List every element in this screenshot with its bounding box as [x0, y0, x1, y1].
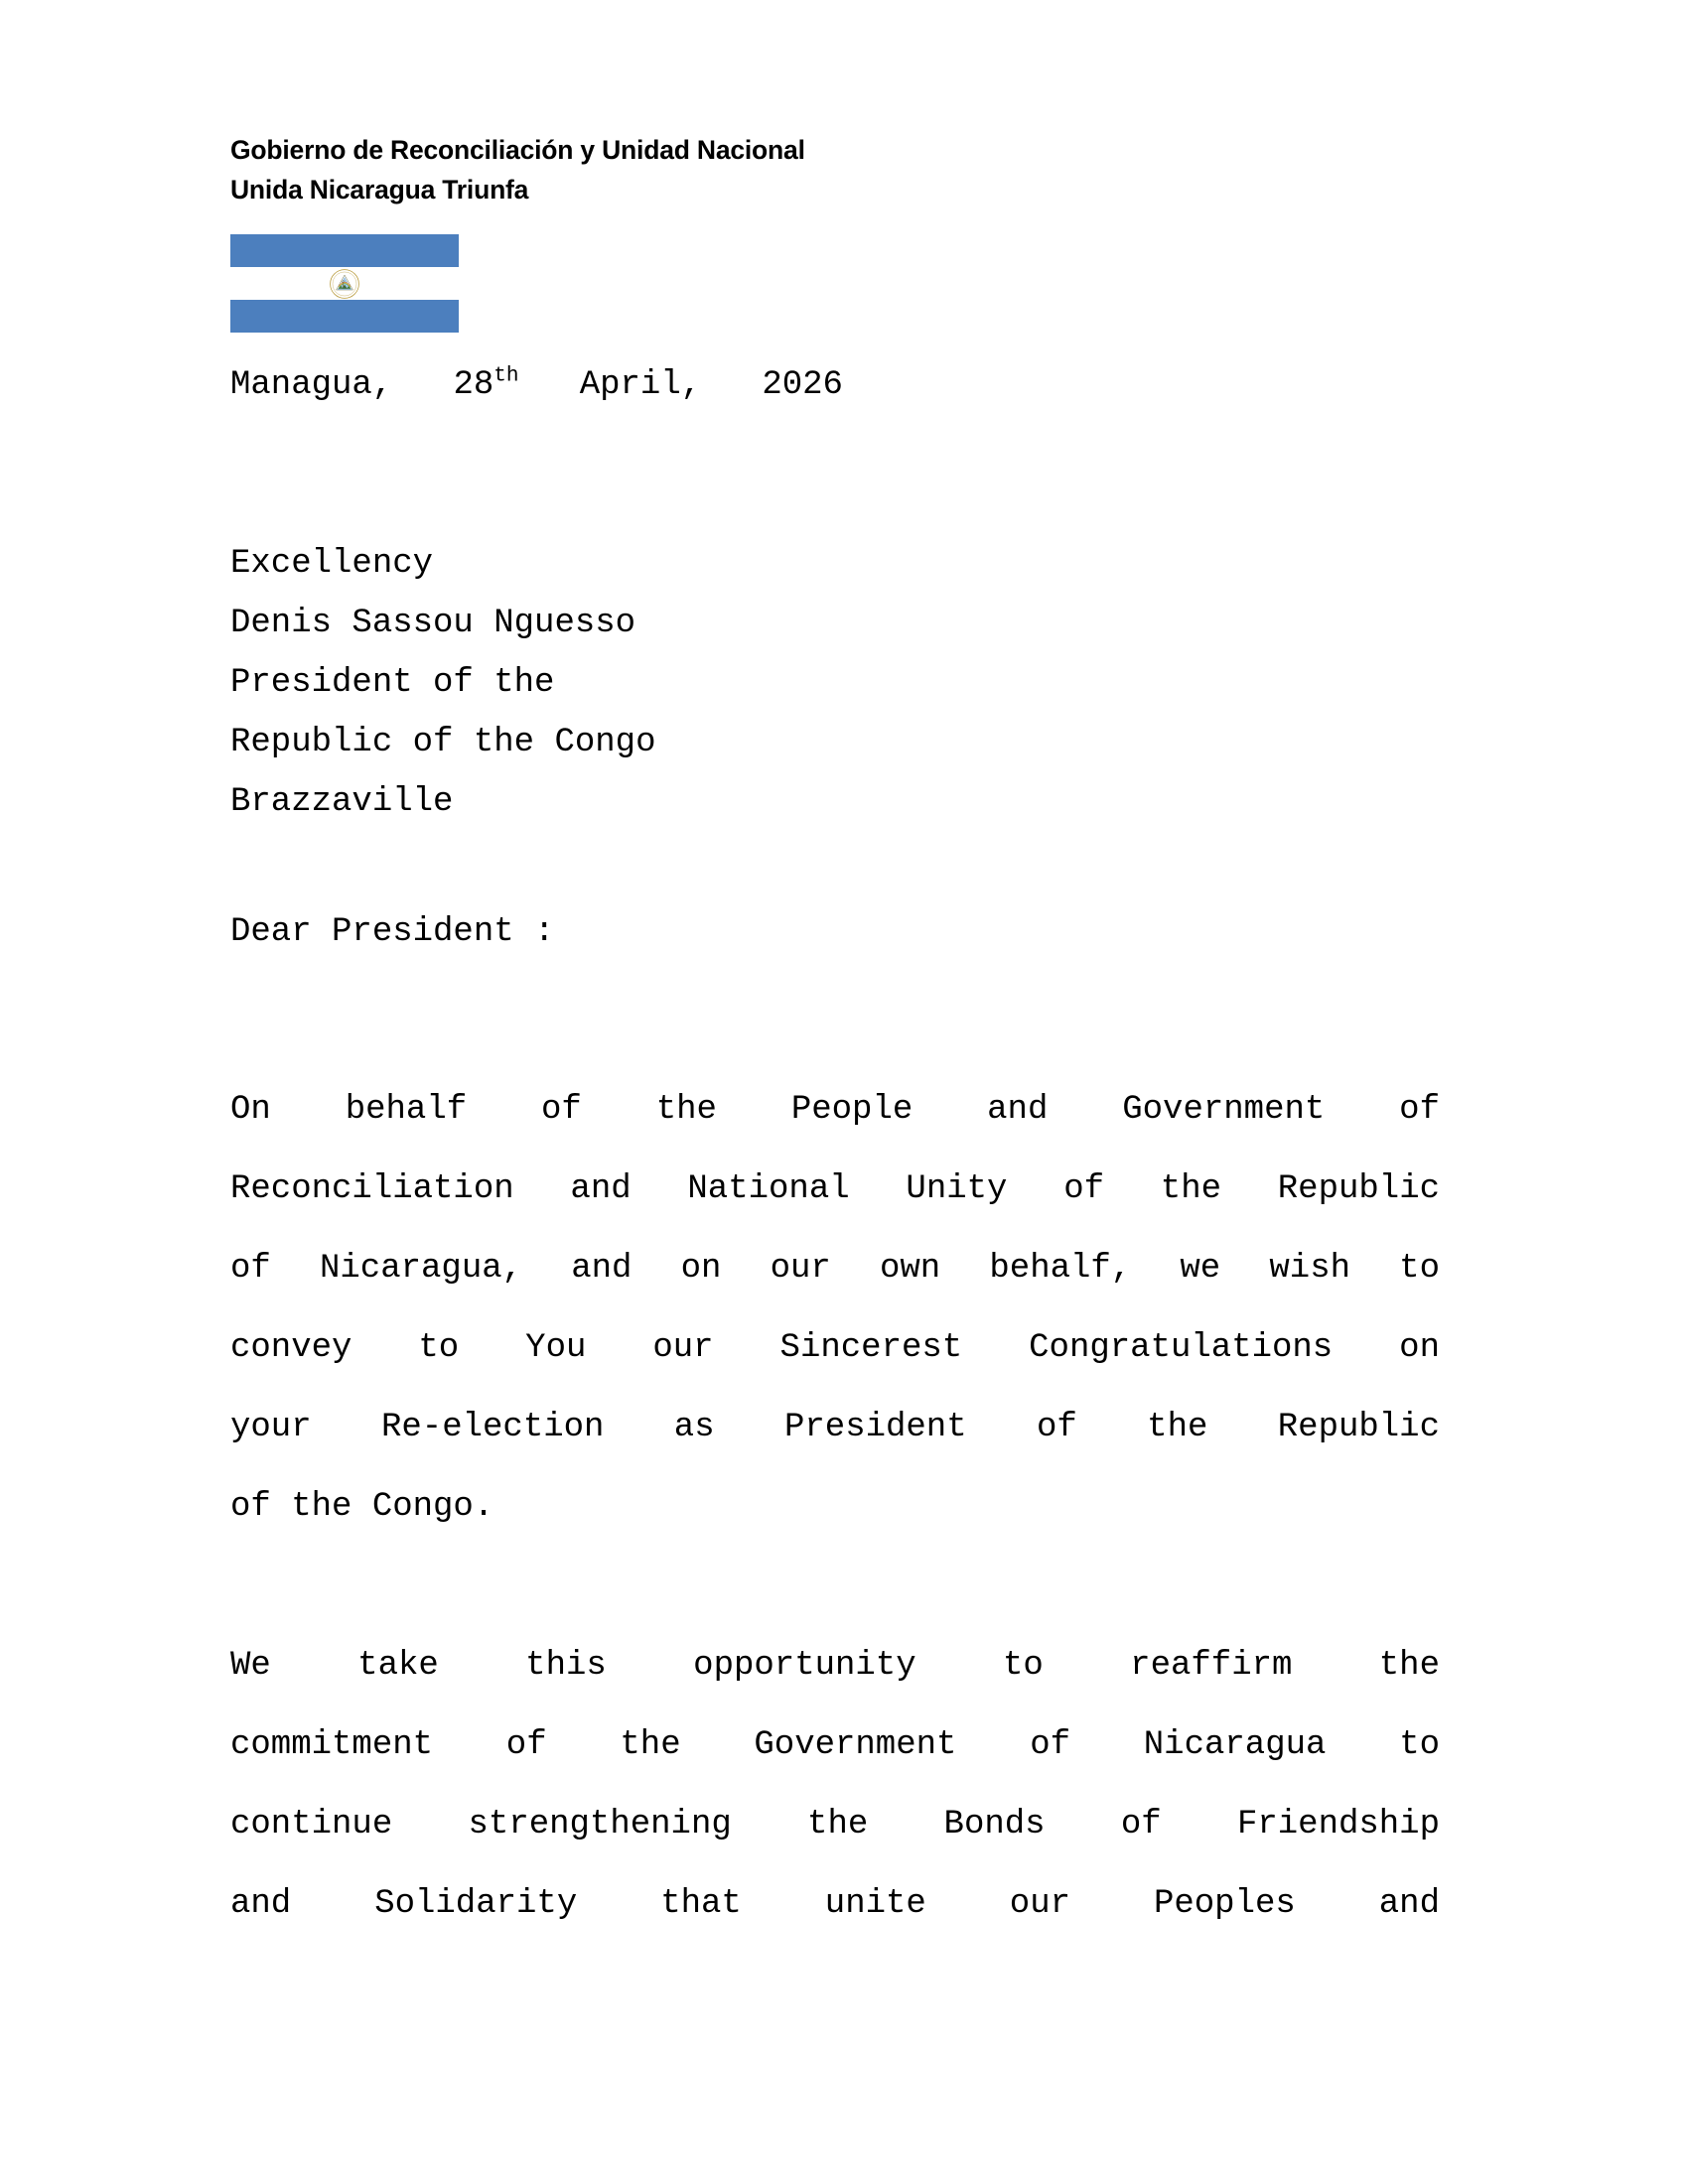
- nicaragua-coat-of-arms-icon: [330, 269, 359, 299]
- body-paragraph-1: [230, 1070, 1440, 1547]
- paragraph-line: continue strengthening the Bonds of Friendship: [230, 1806, 1440, 1843]
- salutation: Dear President :: [230, 913, 555, 951]
- letterhead-line-2: Unida Nicaragua Triunfa: [230, 175, 529, 205]
- addressee-line-title: President of the: [230, 664, 555, 702]
- paragraph-line: and Solidarity that unite our Peoples and: [230, 1885, 1440, 1923]
- addressee-block: [230, 534, 655, 832]
- paragraph-line: commitment of the Government of Nicaragua to: [230, 1726, 1440, 1764]
- date-year: 2026: [762, 366, 843, 404]
- paragraph-line: of Nicaragua, and on our own behalf, we wish to: [230, 1250, 1440, 1288]
- nicaragua-flag-icon: [230, 234, 459, 333]
- addressee-line-country: Republic of the Congo: [230, 724, 656, 761]
- addressee-line-honorific: Excellency: [230, 545, 434, 583]
- addressee-line-name: Denis Sassou Nguesso: [230, 605, 636, 642]
- paragraph-line: We take this opportunity to reaffirm the: [230, 1647, 1440, 1685]
- letterhead: [230, 130, 1323, 209]
- date-ordinal-suffix: th: [493, 364, 519, 388]
- paragraph-line: of the Congo.: [230, 1488, 494, 1526]
- paragraph-line: Reconciliation and National Unity of the Republic: [230, 1170, 1440, 1208]
- paragraph-line: your Re-election as President of the Republic: [230, 1409, 1440, 1446]
- letterhead-line-1: Gobierno de Reconciliación y Unidad Nacional: [230, 135, 805, 165]
- date-line: [230, 366, 843, 404]
- date-month: April,: [579, 366, 702, 404]
- paragraph-line: convey to You our Sincerest Congratulations on: [230, 1329, 1440, 1367]
- flag-band-blue-top: [230, 234, 459, 267]
- flag-band-blue-bottom: [230, 300, 459, 333]
- flag-band-white: [230, 267, 459, 300]
- body-paragraph-2: [230, 1626, 1440, 1944]
- date-day: 28: [453, 366, 494, 404]
- paragraph-line: On behalf of the People and Government of: [230, 1091, 1440, 1129]
- addressee-line-city: Brazzaville: [230, 783, 454, 821]
- date-city: Managua,: [230, 366, 393, 404]
